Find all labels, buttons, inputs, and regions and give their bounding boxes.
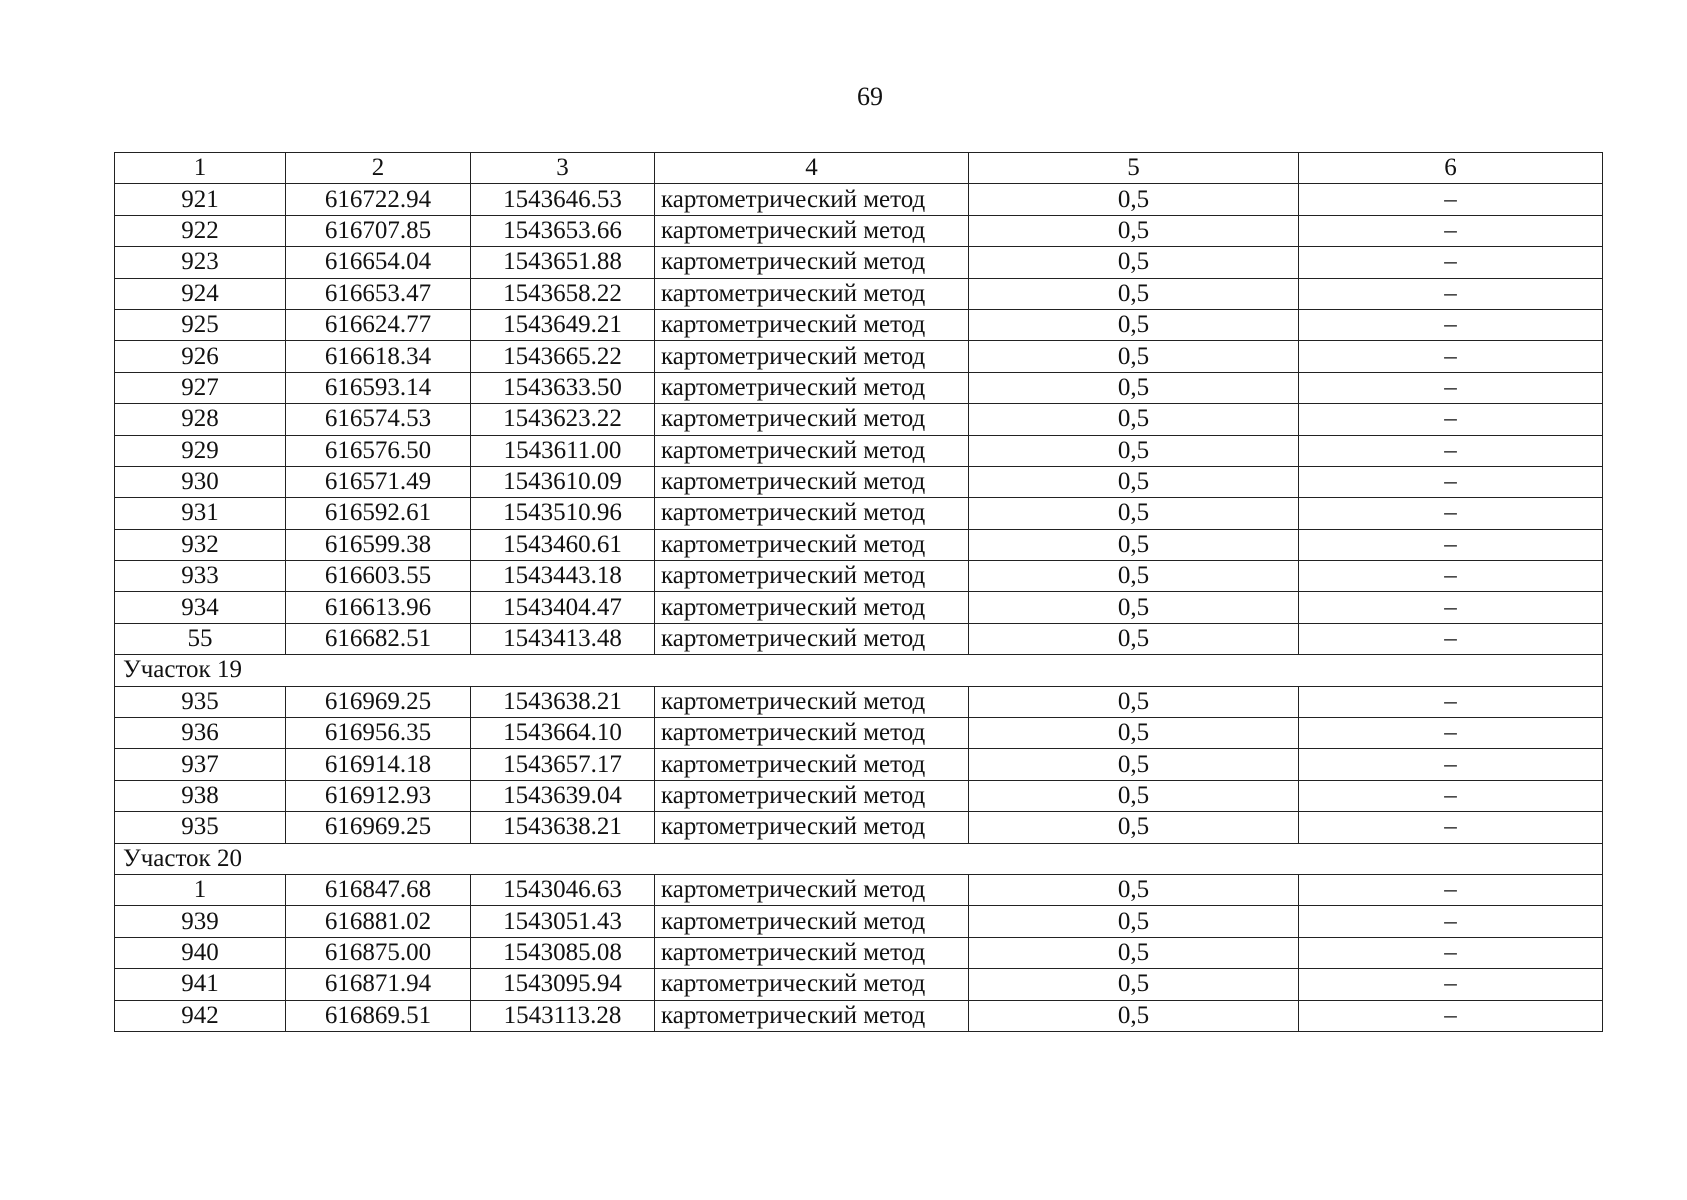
point-number-cell: 934 <box>115 592 286 623</box>
description-cell: – <box>1299 184 1603 215</box>
y-coordinate-cell: 1543610.09 <box>471 466 655 497</box>
accuracy-cell: 0,5 <box>969 749 1299 780</box>
method-cell: картометрический метод <box>655 812 969 843</box>
x-coordinate-cell: 616869.51 <box>286 1000 471 1031</box>
table-row <box>115 1000 1603 1031</box>
method-cell: картометрический метод <box>655 718 969 749</box>
x-coordinate-cell: 616592.61 <box>286 498 471 529</box>
point-number-cell: 936 <box>115 718 286 749</box>
description-cell: – <box>1299 718 1603 749</box>
description-cell: – <box>1299 341 1603 372</box>
description-cell: – <box>1299 404 1603 435</box>
point-number-cell: 941 <box>115 969 286 1000</box>
accuracy-cell: 0,5 <box>969 435 1299 466</box>
point-number-cell: 938 <box>115 780 286 811</box>
method-cell: картометрический метод <box>655 874 969 905</box>
y-coordinate-cell: 1543657.17 <box>471 749 655 780</box>
accuracy-cell: 0,5 <box>969 404 1299 435</box>
method-cell: картометрический метод <box>655 561 969 592</box>
description-cell: – <box>1299 592 1603 623</box>
method-cell: картометрический метод <box>655 435 969 466</box>
accuracy-cell: 0,5 <box>969 812 1299 843</box>
coordinates-table <box>114 152 1603 1032</box>
y-coordinate-cell: 1543404.47 <box>471 592 655 623</box>
description-cell: – <box>1299 686 1603 717</box>
x-coordinate-cell: 616654.04 <box>286 247 471 278</box>
method-cell: картометрический метод <box>655 341 969 372</box>
table-row <box>115 404 1603 435</box>
description-cell: – <box>1299 749 1603 780</box>
point-number-cell: 922 <box>115 215 286 246</box>
column-header: 3 <box>471 153 655 184</box>
x-coordinate-cell: 616653.47 <box>286 278 471 309</box>
point-number-cell: 932 <box>115 529 286 560</box>
x-coordinate-cell: 616875.00 <box>286 937 471 968</box>
table-row <box>115 435 1603 466</box>
y-coordinate-cell: 1543649.21 <box>471 309 655 340</box>
table-row <box>115 718 1603 749</box>
table-row <box>115 906 1603 937</box>
description-cell: – <box>1299 623 1603 654</box>
description-cell: – <box>1299 937 1603 968</box>
point-number-cell: 923 <box>115 247 286 278</box>
y-coordinate-cell: 1543113.28 <box>471 1000 655 1031</box>
table-row <box>115 812 1603 843</box>
x-coordinate-cell: 616682.51 <box>286 623 471 654</box>
x-coordinate-cell: 616969.25 <box>286 686 471 717</box>
x-coordinate-cell: 616571.49 <box>286 466 471 497</box>
point-number-cell: 927 <box>115 372 286 403</box>
y-coordinate-cell: 1543658.22 <box>471 278 655 309</box>
description-cell: – <box>1299 247 1603 278</box>
y-coordinate-cell: 1543623.22 <box>471 404 655 435</box>
table-row <box>115 686 1603 717</box>
accuracy-cell: 0,5 <box>969 341 1299 372</box>
y-coordinate-cell: 1543510.96 <box>471 498 655 529</box>
point-number-cell: 1 <box>115 874 286 905</box>
description-cell: – <box>1299 561 1603 592</box>
method-cell: картометрический метод <box>655 1000 969 1031</box>
accuracy-cell: 0,5 <box>969 247 1299 278</box>
accuracy-cell: 0,5 <box>969 498 1299 529</box>
accuracy-cell: 0,5 <box>969 278 1299 309</box>
point-number-cell: 924 <box>115 278 286 309</box>
point-number-cell: 921 <box>115 184 286 215</box>
column-header: 4 <box>655 153 969 184</box>
x-coordinate-cell: 616599.38 <box>286 529 471 560</box>
table-row <box>115 341 1603 372</box>
x-coordinate-cell: 616603.55 <box>286 561 471 592</box>
accuracy-cell: 0,5 <box>969 466 1299 497</box>
table-row <box>115 749 1603 780</box>
method-cell: картометрический метод <box>655 749 969 780</box>
description-cell: – <box>1299 215 1603 246</box>
method-cell: картометрический метод <box>655 309 969 340</box>
y-coordinate-cell: 1543046.63 <box>471 874 655 905</box>
table-row <box>115 874 1603 905</box>
description-cell: – <box>1299 529 1603 560</box>
description-cell: – <box>1299 466 1603 497</box>
table-row <box>115 592 1603 623</box>
y-coordinate-cell: 1543651.88 <box>471 247 655 278</box>
accuracy-cell: 0,5 <box>969 780 1299 811</box>
table-row <box>115 969 1603 1000</box>
description-cell: – <box>1299 372 1603 403</box>
x-coordinate-cell: 616914.18 <box>286 749 471 780</box>
x-coordinate-cell: 616613.96 <box>286 592 471 623</box>
x-coordinate-cell: 616847.68 <box>286 874 471 905</box>
table-row <box>115 309 1603 340</box>
accuracy-cell: 0,5 <box>969 686 1299 717</box>
table-row <box>115 247 1603 278</box>
y-coordinate-cell: 1543638.21 <box>471 812 655 843</box>
accuracy-cell: 0,5 <box>969 372 1299 403</box>
accuracy-cell: 0,5 <box>969 529 1299 560</box>
point-number-cell: 940 <box>115 937 286 968</box>
table-row <box>115 498 1603 529</box>
accuracy-cell: 0,5 <box>969 874 1299 905</box>
x-coordinate-cell: 616574.53 <box>286 404 471 435</box>
accuracy-cell: 0,5 <box>969 561 1299 592</box>
description-cell: – <box>1299 780 1603 811</box>
method-cell: картометрический метод <box>655 215 969 246</box>
point-number-cell: 942 <box>115 1000 286 1031</box>
coordinates-table-body <box>115 153 1603 1032</box>
method-cell: картометрический метод <box>655 498 969 529</box>
description-cell: – <box>1299 498 1603 529</box>
y-coordinate-cell: 1543665.22 <box>471 341 655 372</box>
method-cell: картометрический метод <box>655 592 969 623</box>
method-cell: картометрический метод <box>655 466 969 497</box>
point-number-cell: 937 <box>115 749 286 780</box>
y-coordinate-cell: 1543646.53 <box>471 184 655 215</box>
point-number-cell: 926 <box>115 341 286 372</box>
description-cell: – <box>1299 812 1603 843</box>
accuracy-cell: 0,5 <box>969 215 1299 246</box>
y-coordinate-cell: 1543095.94 <box>471 969 655 1000</box>
y-coordinate-cell: 1543413.48 <box>471 623 655 654</box>
y-coordinate-cell: 1543611.00 <box>471 435 655 466</box>
y-coordinate-cell: 1543051.43 <box>471 906 655 937</box>
column-header: 6 <box>1299 153 1603 184</box>
x-coordinate-cell: 616576.50 <box>286 435 471 466</box>
y-coordinate-cell: 1543639.04 <box>471 780 655 811</box>
x-coordinate-cell: 616618.34 <box>286 341 471 372</box>
accuracy-cell: 0,5 <box>969 937 1299 968</box>
table-row <box>115 466 1603 497</box>
section-label: Участок 20 <box>115 843 1603 874</box>
description-cell: – <box>1299 1000 1603 1031</box>
table-row <box>115 561 1603 592</box>
table-header-row <box>115 153 1603 184</box>
section-row <box>115 843 1603 874</box>
accuracy-cell: 0,5 <box>969 592 1299 623</box>
point-number-cell: 931 <box>115 498 286 529</box>
description-cell: – <box>1299 278 1603 309</box>
x-coordinate-cell: 616871.94 <box>286 969 471 1000</box>
method-cell: картометрический метод <box>655 404 969 435</box>
accuracy-cell: 0,5 <box>969 623 1299 654</box>
accuracy-cell: 0,5 <box>969 1000 1299 1031</box>
description-cell: – <box>1299 906 1603 937</box>
y-coordinate-cell: 1543633.50 <box>471 372 655 403</box>
accuracy-cell: 0,5 <box>969 309 1299 340</box>
table-row <box>115 372 1603 403</box>
y-coordinate-cell: 1543653.66 <box>471 215 655 246</box>
table-row <box>115 278 1603 309</box>
method-cell: картометрический метод <box>655 906 969 937</box>
description-cell: – <box>1299 435 1603 466</box>
x-coordinate-cell: 616956.35 <box>286 718 471 749</box>
table-row <box>115 215 1603 246</box>
page-number: 69 <box>857 82 883 111</box>
point-number-cell: 55 <box>115 623 286 654</box>
point-number-cell: 925 <box>115 309 286 340</box>
table-row <box>115 529 1603 560</box>
table-row <box>115 623 1603 654</box>
description-cell: – <box>1299 874 1603 905</box>
section-label: Участок 19 <box>115 655 1603 686</box>
method-cell: картометрический метод <box>655 623 969 654</box>
x-coordinate-cell: 616624.77 <box>286 309 471 340</box>
point-number-cell: 928 <box>115 404 286 435</box>
section-row <box>115 655 1603 686</box>
method-cell: картометрический метод <box>655 278 969 309</box>
method-cell: картометрический метод <box>655 529 969 560</box>
table-row <box>115 937 1603 968</box>
y-coordinate-cell: 1543638.21 <box>471 686 655 717</box>
method-cell: картометрический метод <box>655 372 969 403</box>
x-coordinate-cell: 616881.02 <box>286 906 471 937</box>
point-number-cell: 930 <box>115 466 286 497</box>
x-coordinate-cell: 616722.94 <box>286 184 471 215</box>
table-row <box>115 184 1603 215</box>
method-cell: картометрический метод <box>655 969 969 1000</box>
column-header: 5 <box>969 153 1299 184</box>
y-coordinate-cell: 1543664.10 <box>471 718 655 749</box>
y-coordinate-cell: 1543085.08 <box>471 937 655 968</box>
point-number-cell: 935 <box>115 812 286 843</box>
point-number-cell: 935 <box>115 686 286 717</box>
description-cell: – <box>1299 309 1603 340</box>
x-coordinate-cell: 616969.25 <box>286 812 471 843</box>
method-cell: картометрический метод <box>655 780 969 811</box>
accuracy-cell: 0,5 <box>969 718 1299 749</box>
method-cell: картометрический метод <box>655 184 969 215</box>
method-cell: картометрический метод <box>655 247 969 278</box>
x-coordinate-cell: 616593.14 <box>286 372 471 403</box>
method-cell: картометрический метод <box>655 686 969 717</box>
point-number-cell: 929 <box>115 435 286 466</box>
x-coordinate-cell: 616912.93 <box>286 780 471 811</box>
accuracy-cell: 0,5 <box>969 906 1299 937</box>
table-row <box>115 780 1603 811</box>
column-header: 1 <box>115 153 286 184</box>
description-cell: – <box>1299 969 1603 1000</box>
y-coordinate-cell: 1543460.61 <box>471 529 655 560</box>
accuracy-cell: 0,5 <box>969 184 1299 215</box>
accuracy-cell: 0,5 <box>969 969 1299 1000</box>
point-number-cell: 933 <box>115 561 286 592</box>
method-cell: картометрический метод <box>655 937 969 968</box>
y-coordinate-cell: 1543443.18 <box>471 561 655 592</box>
column-header: 2 <box>286 153 471 184</box>
point-number-cell: 939 <box>115 906 286 937</box>
x-coordinate-cell: 616707.85 <box>286 215 471 246</box>
